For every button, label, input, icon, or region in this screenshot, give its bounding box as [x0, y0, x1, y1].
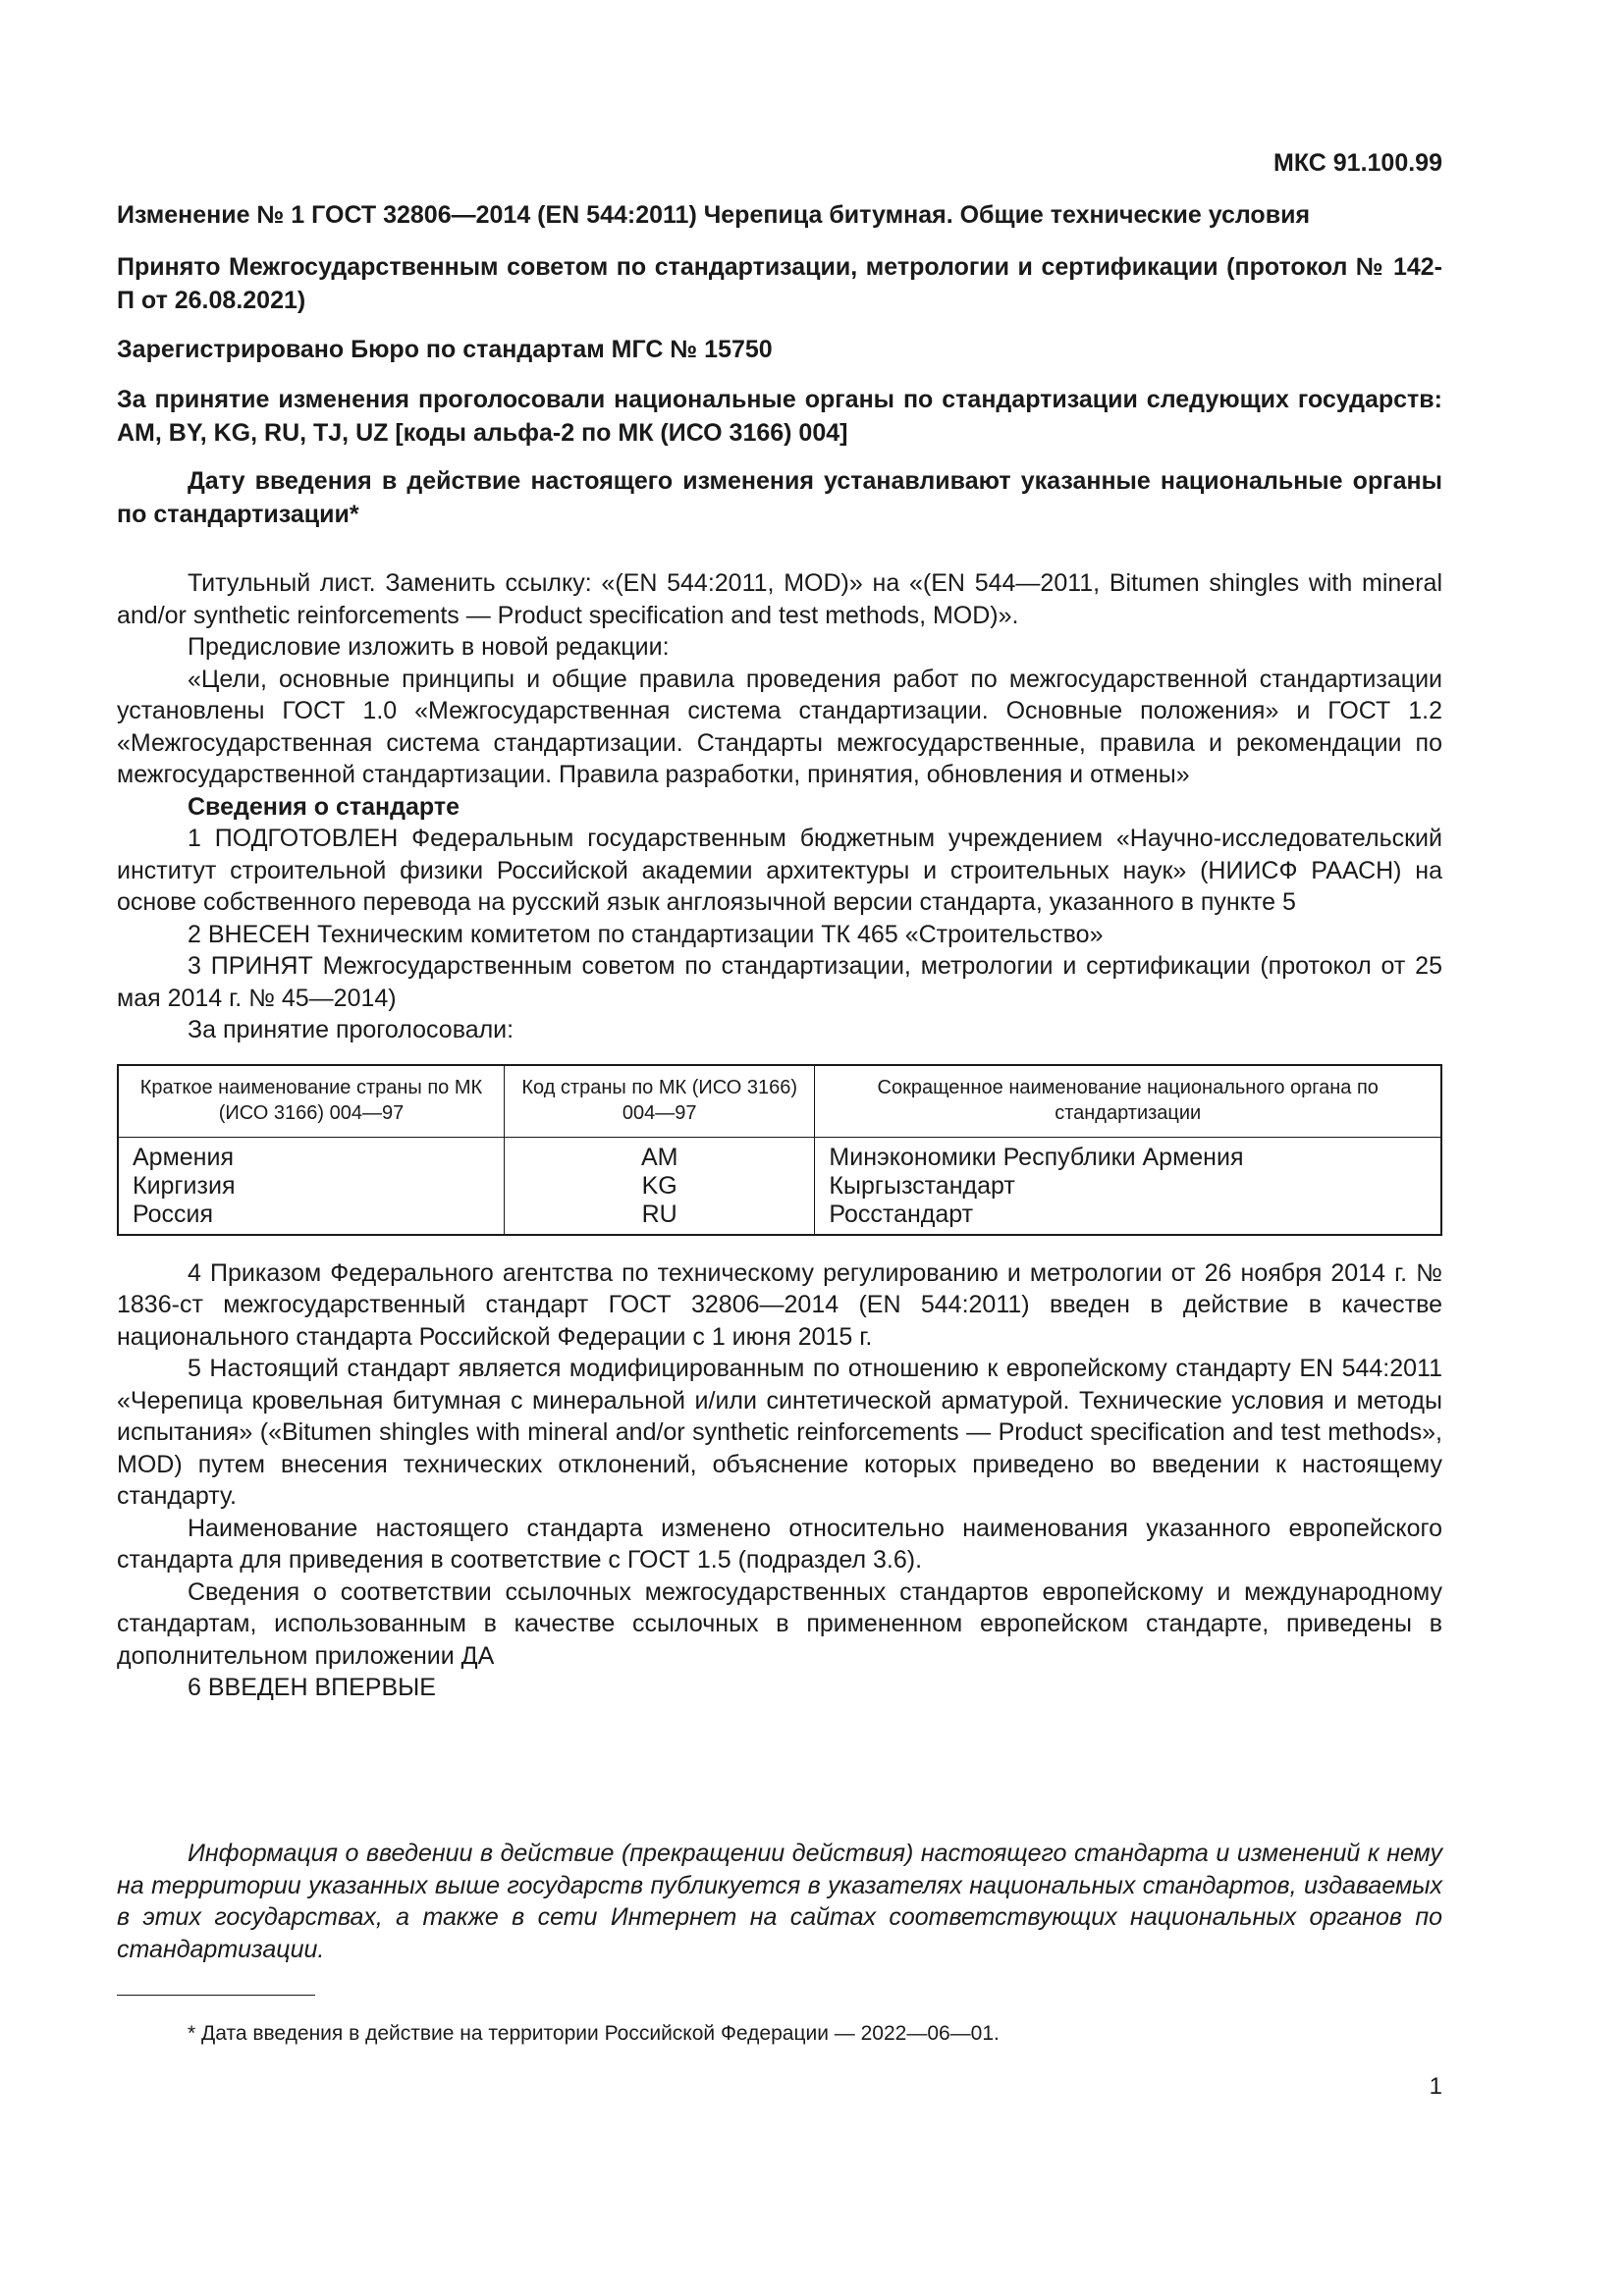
page-number: 1	[1429, 2073, 1442, 2100]
cell-authority: Росстандарт	[815, 1201, 1441, 1235]
paragraph-quote: «Цели, основные принципы и общие правила проведения работ по межгосударственной стандартизации установлены ГОСТ 1.0 «Межгосударственная система стандартизации. Основные положения» и ГОСТ 1.2 «Межгосударственная система стандартизации. Стандарты межгосударственные, правила и рекомендации по межгосударственной стандартизации. Правила разработки, принятия, обновления и отмены»	[117, 665, 1442, 788]
footnote: * Дата введения в действие на территории Российской Федерации — 2022—06—01.	[188, 2022, 1000, 2045]
table-header-row	[118, 1065, 1441, 1138]
paragraph-preface: Предисловие изложить в новой редакции:	[188, 633, 670, 661]
voted-statement: За принятие изменения проголосовали национальные органы по стандартизации следующих государств: AM, BY, KG, RU, TJ, UZ [коды альфа-2 по МК (ИСО 3166) 004]	[117, 386, 1442, 447]
cell-code: RU	[504, 1201, 814, 1235]
classification-code: МКС 91.100.99	[1273, 149, 1442, 177]
item-1: 1 ПОДГОТОВЛЕН Федеральным государственным бюджетным учреждением «Научно-исследовательский институт строительной физики Российской академии архитектуры и строительных наук» (НИИСФ РААСН) на основе собственного перевода на русский язык англоязычной версии стандарта, указанного в пункте 5	[117, 825, 1442, 916]
amendment-title: Изменение № 1 ГОСТ 32806—2014 (EN 544:2011) Черепица битумная. Общие технические условия	[117, 201, 1311, 229]
column-header-authority: Сокращенное наименование национального органа по стандартизации	[815, 1065, 1441, 1138]
information-note: Информация о введении в действие (прекращении действия) настоящего стандарта и изменений к нему на территории указанных выше государств публикуется в указателях национальных стандартов, издаваемых в этих государствах, а также в сети Интернет на сайтах соответствующих национальных органов по стандартизации.	[117, 1840, 1442, 1963]
voted-label: За принятие проголосовали:	[188, 1016, 514, 1043]
accepted-statement: Принято Межгосударственным советом по стандартизации, метрологии и сертификации (протокол № 142-П от 26.08.2021)	[117, 253, 1442, 314]
cell-authority: Минэкономики Республики Армения	[815, 1137, 1441, 1172]
item-5: 5 Настоящий стандарт является модифицированным по отношению к европейскому стандарту EN 544:2011 «Черепица кровельная битумная с минеральной и/или синтетической арматурой. Технические условия и методы испытания» («Bitumen shingles with mineral and/or synthetic reinforcements — Product specification and test methods», MOD) путем внесения технических отклонений, объяснение которых приведено во введении к настоящему стандарту.	[117, 1355, 1442, 1510]
cell-country: Киргизия	[133, 1171, 236, 1200]
cell-code: AM	[504, 1137, 814, 1172]
item-6: 6 ВВЕДЕН ВПЕРВЫЕ	[188, 1674, 436, 1701]
item-3: 3 ПРИНЯТ Межгосударственным советом по стандартизации, метрологии и сертификации (протокол от 25 мая 2014 г. № 45—2014)	[117, 952, 1442, 1012]
table-row	[118, 1201, 1441, 1235]
cell-code: KG	[504, 1172, 814, 1201]
table-row	[118, 1172, 1441, 1201]
cell-country: Россия	[133, 1200, 213, 1228]
column-header-code: Код страны по МК (ИСО 3166) 004—97	[504, 1065, 814, 1138]
table-row	[118, 1137, 1441, 1172]
footnote-divider	[117, 1995, 315, 1996]
column-header-country: Краткое наименование страны по МК (ИСО 3166) 004—97	[118, 1065, 504, 1138]
amendment-body	[117, 567, 1442, 1704]
cell-authority: Кыргызстандарт	[815, 1172, 1441, 1201]
subheading-standard-info: Сведения о стандарте	[188, 792, 460, 821]
item-4: 4 Приказом Федерального агентства по техническому регулированию и метрологии от 26 ноября 2014 г. № 1836-ст межгосударственный стандарт ГОСТ 32806—2014 (EN 544:2011) введен в действие в качестве национального стандарта Российской Федерации с 1 июня 2015 г.	[117, 1258, 1442, 1351]
cell-country: Армения	[133, 1143, 234, 1171]
item-5-references: Сведения о соответствии ссылочных межгосударственных стандартов европейскому и международному стандартам, использованным в качестве ссылочных в примененном европейском стандарте, приведены в дополнительном приложении ДА	[117, 1577, 1442, 1670]
item-5-name-change: Наименование настоящего стандарта изменено относительно наименования указанного европейского стандарта для приведения в соответствие с ГОСТ 1.5 (подраздел 3.6).	[117, 1514, 1442, 1574]
voting-table	[117, 1064, 1442, 1236]
effective-date-statement: Дату введения в действие настоящего изменения устанавливают указанные национальные органы по стандартизации*	[117, 467, 1442, 528]
paragraph-title-page: Титульный лист. Заменить ссылку: «(EN 544:2011, MOD)» на «(EN 544—2011, Bitumen shingles with mineral and/or synthetic reinforcements — Product specification and test methods, MOD)».	[117, 569, 1442, 629]
item-2: 2 ВНЕСЕН Техническим комитетом по стандартизации ТК 465 «Строительство»	[188, 920, 1104, 948]
registered-statement: Зарегистрировано Бюро по стандартам МГС № 15750	[117, 336, 773, 363]
